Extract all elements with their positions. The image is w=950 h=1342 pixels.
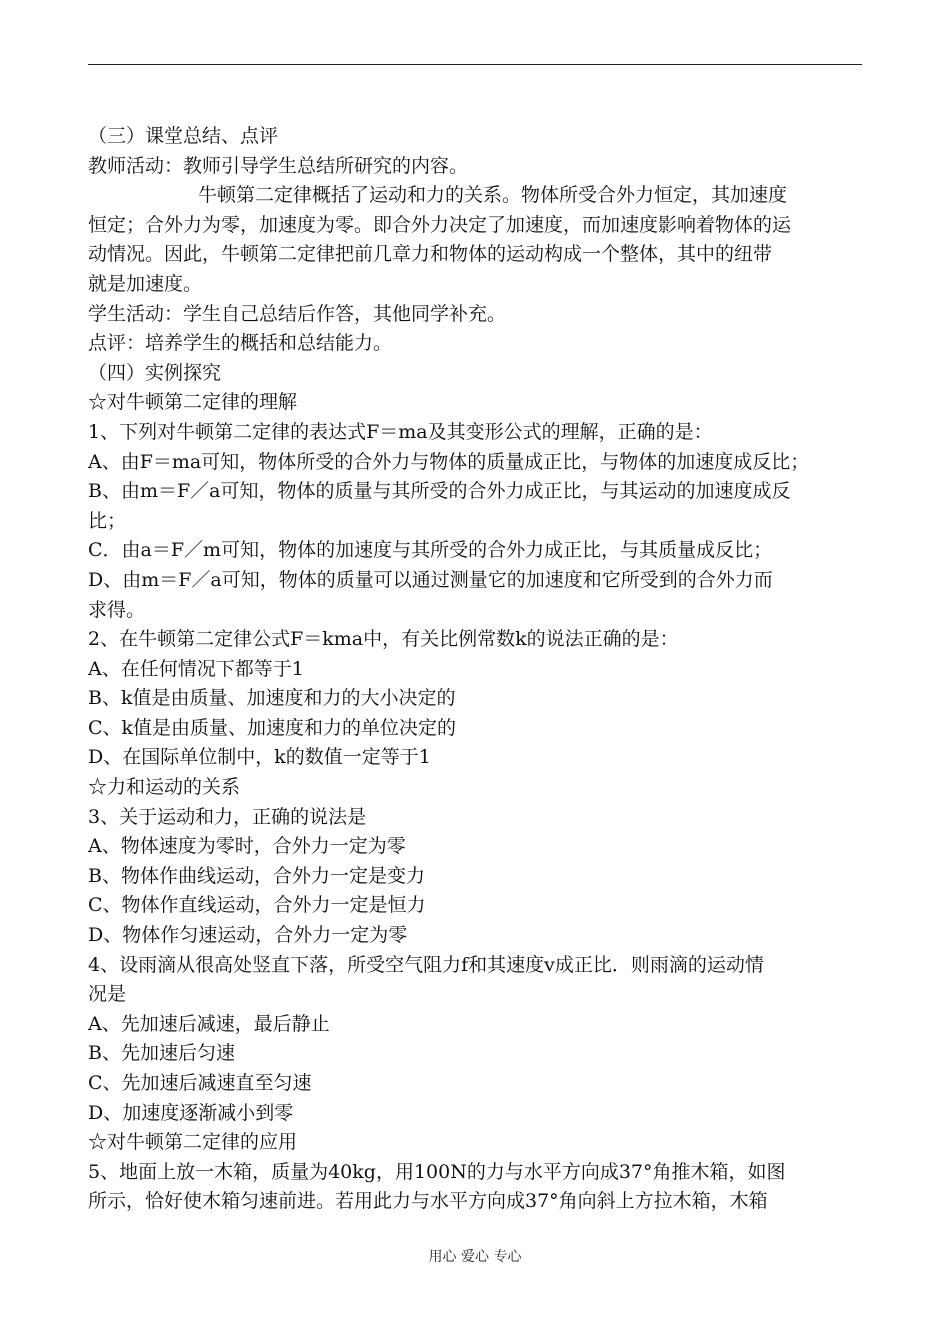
option-line: 求得。 (88, 598, 146, 621)
option-line: D、物体作匀速运动，合外力一定为零 (88, 924, 408, 947)
option-line: B、物体作曲线运动，合外力一定是变力 (88, 864, 425, 887)
option-line: A、物体速度为零时，合外力一定为零 (88, 835, 406, 858)
page-footer: 用心 爱心 专心 (428, 1249, 522, 1265)
question-line: 所示，恰好使木箱匀速前进。若用此力与水平方向成37°角向斜上方拉木箱，木箱 (88, 1190, 768, 1213)
option-line: C、先加速后减速直至匀速 (88, 1072, 312, 1094)
question-line: 5、地面上放一木箱，质量为40kg，用100N的力与水平方向成37°角推木箱，如图 (88, 1160, 786, 1183)
option-line: D、加速度逐渐减小到零 (88, 1101, 294, 1124)
header-rule (88, 64, 862, 65)
topic-heading: ☆力和运动的关系 (88, 776, 241, 799)
option-line: B、由m＝F／a可知，物体的质量与其所受的合外力成正比，与其运动的加速度成反 (88, 480, 791, 503)
option-line: B、k值是由质量、加速度和力的大小决定的 (88, 687, 456, 710)
question-line: 3、关于运动和力，正确的说法是 (88, 805, 367, 828)
option-line: B、先加速后匀速 (88, 1042, 235, 1065)
section-heading: （四）实例探究 (88, 361, 222, 384)
question-line: 况是 (88, 983, 127, 1006)
option-line: D、在国际单位制中，k的数值一定等于1 (88, 746, 431, 769)
option-line: D、由m＝F／a可知，物体的质量可以通过测量它的加速度和它所受到的合外力而 (88, 568, 773, 591)
option-line: A、在任何情况下都等于1 (88, 657, 304, 680)
option-line: C、k值是由质量、加速度和力的单位决定的 (88, 716, 457, 739)
document-body (88, 122, 870, 1217)
text-line: 点评：培养学生的概括和总结能力。 (88, 332, 393, 355)
option-line: C．由a＝F／m可知，物体的加速度与其所受的合外力成正比，与其质量成反比； (88, 539, 773, 562)
text-line: 就是加速度。 (88, 272, 203, 295)
text-line: 教师活动：教师引导学生总结所研究的内容。 (88, 154, 469, 177)
text-line: 学生活动：学生自己总结后作答，其他同学补充。 (88, 302, 507, 325)
option-line: A、由F＝ma可知，物体所受的合外力与物体的质量成正比，与物体的加速度成反比； (88, 450, 810, 473)
text-line: 动情况。因此，牛顿第二定律把前几章力和物体的运动构成一个整体，其中的纽带 (88, 243, 773, 266)
question-line: 2、在牛顿第二定律公式F＝kma中，有关比例常数k的说法正确的是： (88, 628, 679, 651)
question-line: 1、下列对牛顿第二定律的表达式F＝ma及其变形公式的理解，正确的是： (88, 420, 713, 443)
topic-heading: ☆对牛顿第二定律的应用 (88, 1131, 298, 1154)
text-line: 恒定；合外力为零，加速度为零。即合外力决定了加速度，而加速度影响着物体的运 (88, 213, 792, 236)
topic-heading: ☆对牛顿第二定律的理解 (88, 391, 298, 414)
option-line: C、物体作直线运动，合外力一定是恒力 (88, 894, 426, 917)
section-heading: （三）课堂总结、点评 (88, 125, 279, 147)
question-line: 4、设雨滴从很高处竖直下落，所受空气阻力f和其速度v成正比．则雨滴的运动情 (88, 953, 764, 976)
option-line: A、先加速后减速，最后静止 (88, 1012, 330, 1035)
text-line: 牛顿第二定律概括了运动和力的关系。物体所受合外力恒定，其加速度 (198, 184, 788, 207)
option-line: 比； (88, 509, 127, 532)
